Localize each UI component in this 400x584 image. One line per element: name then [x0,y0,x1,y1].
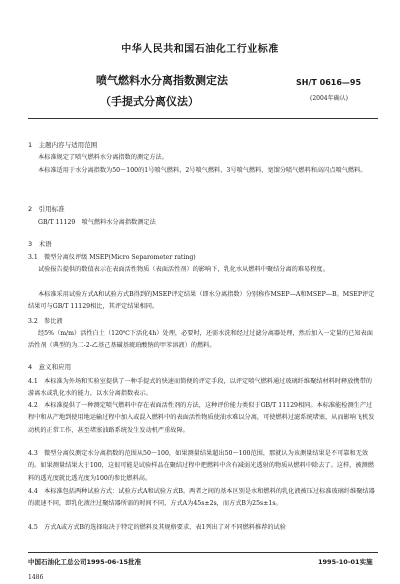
section-3-2-heading: 3.2 参比液 [28,318,63,325]
section-4-title: 4 意义和应用 [28,363,72,371]
section-3-2-paragraph: 经5%（m/m）活性白土（120℃下活化4h）处理，必要时，还需水洗和经过过滤分离器处理，然后加入一定量的已知表面活性剂（典型的为二-2-乙基己基磺基琥珀酸钠的甲苯溶液）的燃料。 [28,330,373,350]
section-4-4: 4.4 本标准包括两种试验方式：试验方式A和试验方式B。两者之间的基本区别是水和燃料的乳化液被压过标准玻璃纤维聚结器的流速不同，即乳化液注过聚结器所需的时间不同，方式A为45s±2s，而方式B为25s±1s。 [28,488,375,508]
section-2-reference: GB/T 11129 喷气燃料水分离指数测定法 [38,219,156,226]
section-3-1-paragraph-2: 本标准采用试验方式A和试验方式B得到的MSEP评定结果（即水分离指数）分别称作MSEP—A和MSEP—B。MSEP评定结果可与GB/T 11129相比，其评定结果相同。 [28,291,375,311]
section-1-title: 1 主题内容与适用范围 [28,141,98,149]
document-subtitle: （手提式分离仪法） [100,95,199,108]
section-3-1-heading: 3.1 微型分离仪评级 MSEP(Micro Separometer rating) [28,254,196,261]
section-4-1: 4.1 本标准为外场和实验室提供了一种手提式的快速而简便的评定手段，以评定喷气燃料通过玻璃纤维聚结材料时释放携带的游离水或乳化水的能力，以水分离指数表示。 [28,378,372,398]
standard-body-header: 中华人民共和国石油化工行业标准 [121,44,279,55]
header-divider [28,118,378,119]
section-2-title: 2 引用标准 [28,205,65,213]
section-3-title: 3 术语 [28,240,52,248]
section-4-3: 4.3 微型分离仪测定水分离指数的范围从50～100，如果测量结果超出50～100范围，那就认为该测量结果是不可靠和无效的。如果测量结果大于100，这很可能是试验样品在聚结过程中把燃料中含有减弱光透射的物质从燃料中除去了。这样，被测燃料的透光度就比透光度为100的参比燃料高。 [28,450,374,482]
section-1-paragraph-1: 本标准规定了喷气燃料水分离指数的测定方法。 [38,154,168,161]
section-1-paragraph-2: 本标准适用于水分离指数为50～100的1号喷气燃料、2号喷气燃料、3号喷气燃料、宽馏分喷气燃料和高闪点喷气燃料。 [38,167,367,174]
page-number: 1486 [28,574,44,581]
standard-number: SH/T 0616—95 [296,78,362,87]
approval-date: 中国石油化工总公司1995-06-15批准 [28,558,142,566]
confirmation-note: (2004年确认) [310,95,348,102]
footer-divider [28,552,378,553]
section-4-2: 4.2 本标准提供了一种测定喷气燃料中存在表面活性剂的方法，这种评价能力类似于GB/T 11129相同。本标准能检测生产过程中和从产地到使用地运输过程中加入或混入燃料中的表面活性物质使油水难以分离，可使燃料过滤系统堵塞，从而影响飞机发动机的正常工作，甚至堵塞油路系统发生发动机严重故障。 [28,402,375,434]
section-4-5: 4.5 方式A或方式B的选择取决于特定的燃料及其规格要求，表1列出了对不同燃料推荐的试验 [28,524,286,531]
document-title: 喷气燃料水分离指数测定法 [96,74,228,87]
implementation-date: 1995-10-01实施 [318,558,373,566]
section-3-1-paragraph-1: 试验报告提供的数值表示在表面活性物质（表面活性剂）的影响下，乳化水从燃料中聚结分离的难易程度。 [38,266,329,273]
